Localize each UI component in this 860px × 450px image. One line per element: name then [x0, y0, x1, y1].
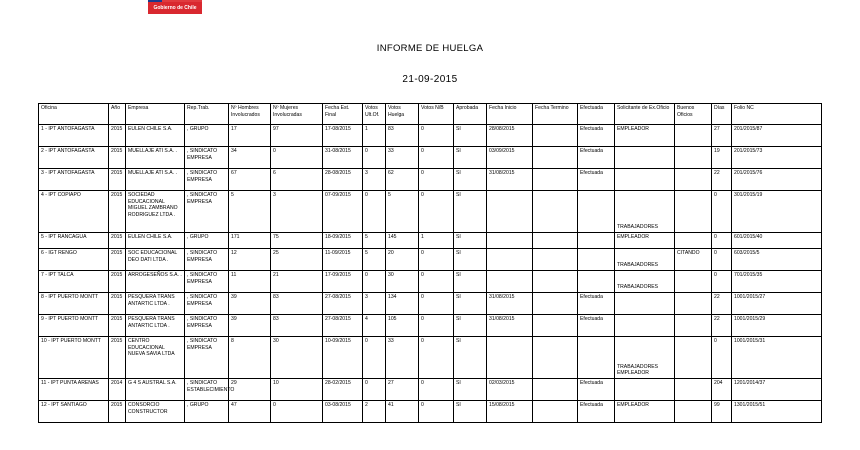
table-cell: 31/08/2015	[487, 169, 533, 191]
table-cell	[675, 401, 712, 423]
table-cell: , SINDICATO EMPRESA	[185, 147, 229, 169]
table-cell: 8	[229, 337, 271, 379]
table-cell: 17-09/2015	[323, 271, 363, 293]
table-cell: 0	[419, 379, 454, 401]
table-cell	[487, 337, 533, 379]
table-cell	[675, 125, 712, 147]
table-cell: 1201/2014/37	[732, 379, 822, 401]
table-cell: 0	[419, 401, 454, 423]
table-cell: , SINDICATO EMPRESA	[185, 191, 229, 233]
table-cell: 31/08/2015	[487, 293, 533, 315]
table-cell: 0	[419, 249, 454, 271]
table-cell: 0	[712, 191, 732, 233]
column-header: Buenos Oficios	[675, 104, 712, 125]
table-cell	[533, 169, 578, 191]
table-cell: 22	[712, 293, 732, 315]
table-cell: Efectuada	[578, 125, 615, 147]
table-cell: 201/2015/76	[732, 169, 822, 191]
table-cell	[533, 379, 578, 401]
table-cell: 2015	[109, 249, 126, 271]
table-cell: 145	[386, 233, 419, 249]
table-cell: 83	[271, 315, 323, 337]
table-cell: 20	[386, 249, 419, 271]
table-cell: 603/2015/5	[732, 249, 822, 271]
report-title: INFORME DE HUELGA	[376, 43, 484, 54]
table-cell: SI	[454, 249, 487, 271]
table-cell: 22	[712, 315, 732, 337]
table-cell	[675, 315, 712, 337]
table-cell: 75	[271, 233, 323, 249]
table-cell: 201/2015/73	[732, 147, 822, 169]
table-header-row	[39, 104, 822, 125]
table-cell: 33	[386, 337, 419, 379]
table-cell: 0	[419, 125, 454, 147]
table-cell	[675, 169, 712, 191]
table-cell: SI	[454, 147, 487, 169]
table-cell: SI	[454, 315, 487, 337]
column-header: Nº Hombres Involucrados	[229, 104, 271, 125]
table-cell	[675, 191, 712, 233]
table-cell	[533, 249, 578, 271]
column-header: Nº Mujeres Involucradas	[271, 104, 323, 125]
table-cell: , SINDICATO EMPRESA	[185, 169, 229, 191]
table-cell: 12	[229, 249, 271, 271]
table-cell: 83	[386, 125, 419, 147]
column-header: Oficina	[39, 104, 109, 125]
table-cell: , SINDICATO EMPRESA	[185, 315, 229, 337]
table-cell: 03/09/2015	[487, 147, 533, 169]
column-header: Días	[712, 104, 732, 125]
table-cell: 41	[386, 401, 419, 423]
table-cell: 5	[229, 191, 271, 233]
table-cell: 105	[386, 315, 419, 337]
table-cell: 0	[712, 337, 732, 379]
table-cell	[487, 191, 533, 233]
table-cell	[533, 191, 578, 233]
table-cell: CONSORCIO CONSTRUCTOR	[126, 401, 185, 423]
table-cell: 0	[419, 169, 454, 191]
table-cell: 1	[363, 125, 386, 147]
column-header: Rep.Trab.	[185, 104, 229, 125]
table-cell: 0	[363, 191, 386, 233]
table-cell: 5	[363, 249, 386, 271]
table-cell: 1001/2015/27	[732, 293, 822, 315]
table-cell: 0	[419, 315, 454, 337]
table-cell	[487, 249, 533, 271]
table-cell: 25	[271, 249, 323, 271]
table-cell: 12 - IPT SANTIAGO	[39, 401, 109, 423]
table-cell: 2015	[109, 315, 126, 337]
table-cell: 0	[271, 401, 323, 423]
table-cell: MUELLAJE ATI S.A. .	[126, 147, 185, 169]
table-cell: SI	[454, 337, 487, 379]
table-cell: SI	[454, 233, 487, 249]
table-cell: 19	[712, 147, 732, 169]
table-cell: 2015	[109, 169, 126, 191]
table-row	[39, 233, 822, 249]
column-header: Folio NC	[732, 104, 822, 125]
table-cell: , SINDICATO EMPRESA	[185, 271, 229, 293]
table-cell: 15/08/2015	[487, 401, 533, 423]
table-cell: EMPLEADOR	[615, 125, 675, 147]
table-cell: 134	[386, 293, 419, 315]
table-cell: 1001/2015/29	[732, 315, 822, 337]
table-cell: , SINDICATO EMPRESA	[185, 337, 229, 379]
table-cell: 10-09/2015	[323, 337, 363, 379]
table-cell: SI	[454, 271, 487, 293]
table-cell: 11 - IPT PUNTA ARENAS	[39, 379, 109, 401]
table-cell: EMPLEADOR	[615, 233, 675, 249]
table-cell: 2015	[109, 337, 126, 379]
table-cell: 601/2015/40	[732, 233, 822, 249]
table-cell: TRABAJADORES EMPLEADOR	[615, 337, 675, 379]
table-cell: 30	[271, 337, 323, 379]
table-row	[39, 401, 822, 423]
table-cell: 0	[363, 147, 386, 169]
table-row	[39, 315, 822, 337]
table-cell: , SINDICATO ESTABLECIMIENTO	[185, 379, 229, 401]
table-cell: 2014	[109, 379, 126, 401]
table-cell: SI	[454, 379, 487, 401]
table-cell: 0	[712, 271, 732, 293]
table-row	[39, 147, 822, 169]
table-cell: Efectuada	[578, 315, 615, 337]
table-cell: Efectuada	[578, 293, 615, 315]
table-cell: 18-09/2015	[323, 233, 363, 249]
table-cell: 0	[712, 249, 732, 271]
table-cell: 47	[229, 401, 271, 423]
table-cell: Efectuada	[578, 147, 615, 169]
table-cell: 8 - IPT PUERTO MONTT	[39, 293, 109, 315]
table-cell: PESQUERA TRANS ANTARTIC LTDA .	[126, 293, 185, 315]
table-cell: 27-08/2015	[323, 293, 363, 315]
table-cell	[487, 233, 533, 249]
table-cell: 5 - IPT RANCAGUA	[39, 233, 109, 249]
table-cell: 17-08/2015	[323, 125, 363, 147]
table-cell	[578, 249, 615, 271]
table-cell	[675, 379, 712, 401]
table-cell: 0	[419, 337, 454, 379]
table-cell: ARROGESEÑOS S.A. .	[126, 271, 185, 293]
table-cell	[615, 315, 675, 337]
column-header: Año	[109, 104, 126, 125]
table-cell: , GRUPO	[185, 401, 229, 423]
table-cell: 204	[712, 379, 732, 401]
table-cell: 2015	[109, 293, 126, 315]
table-cell: G 4 S AUSTRAL S.A.	[126, 379, 185, 401]
column-header: Fecha Est. Final	[323, 104, 363, 125]
table-cell: 31/08/2015	[487, 315, 533, 337]
table-cell: 6 - IGT RENGO	[39, 249, 109, 271]
table-cell: 83	[271, 293, 323, 315]
table-cell	[578, 191, 615, 233]
table-cell: 11	[229, 271, 271, 293]
table-cell: 67	[229, 169, 271, 191]
table-cell: 0	[419, 191, 454, 233]
table-cell: 4	[363, 315, 386, 337]
table-cell: SI	[454, 191, 487, 233]
table-cell: 1 - IPT ANTOFAGASTA	[39, 125, 109, 147]
table-cell: 11-09/2015	[323, 249, 363, 271]
table-cell: SOC EDUCACIONAL DEO DATI LTDA .	[126, 249, 185, 271]
logo-text: Gobierno de Chile	[148, 2, 202, 14]
table-cell	[615, 169, 675, 191]
table-row	[39, 337, 822, 379]
table-cell: 2015	[109, 233, 126, 249]
table-cell	[578, 233, 615, 249]
table-cell: 07-09/2015	[323, 191, 363, 233]
column-header: Fecha Termino	[533, 104, 578, 125]
table-cell	[533, 315, 578, 337]
table-cell	[675, 233, 712, 249]
table-cell: 0	[419, 293, 454, 315]
table-row	[39, 125, 822, 147]
table-cell: 99	[712, 401, 732, 423]
gobierno-logo	[148, 0, 202, 14]
table-cell: 39	[229, 315, 271, 337]
table-cell	[533, 147, 578, 169]
table-cell: CENTRO EDUCACIONAL NUEVA SAVIA LTDA	[126, 337, 185, 379]
table-cell	[533, 401, 578, 423]
table-cell: MUELLAJE ATI S.A. .	[126, 169, 185, 191]
table-cell: 33	[386, 147, 419, 169]
table-cell: 21	[271, 271, 323, 293]
table-cell: 7 - IPT TALCA	[39, 271, 109, 293]
table-cell: Efectuada	[578, 169, 615, 191]
table-cell: 27-08/2015	[323, 315, 363, 337]
table-cell	[533, 337, 578, 379]
table-cell: 4 - IPT COPIAPO	[39, 191, 109, 233]
table-cell: TRABAJADORES	[615, 271, 675, 293]
table-cell: 1001/2015/31	[732, 337, 822, 379]
table-cell: 0	[363, 379, 386, 401]
table-cell: , SINDICATO EMPRESA	[185, 293, 229, 315]
table-cell: 3 - IPT ANTOFAGASTA	[39, 169, 109, 191]
table-cell: 28/08/2015	[487, 125, 533, 147]
table-cell: 27	[386, 379, 419, 401]
table-cell: 6	[271, 169, 323, 191]
table-cell: , GRUPO	[185, 125, 229, 147]
table-cell: 2015	[109, 125, 126, 147]
strike-report-table	[38, 103, 822, 423]
table-cell: 0	[712, 233, 732, 249]
table-cell: 27	[712, 125, 732, 147]
table-cell	[533, 271, 578, 293]
column-header: Fecha Inicio	[487, 104, 533, 125]
table-cell: SI	[454, 401, 487, 423]
report-date: 21-09-2015	[402, 74, 458, 85]
table-cell: 10 - IPT PUERTO MONTT	[39, 337, 109, 379]
table-cell: 97	[271, 125, 323, 147]
table-cell	[675, 293, 712, 315]
column-header: Empresa	[126, 104, 185, 125]
table-cell: 1301/2015/51	[732, 401, 822, 423]
table-cell: 10	[271, 379, 323, 401]
table-cell: 171	[229, 233, 271, 249]
table-cell: EULEN CHILE S.A.	[126, 125, 185, 147]
table-row	[39, 271, 822, 293]
column-header: Votos Huelga	[386, 104, 419, 125]
table-cell: 30	[386, 271, 419, 293]
column-header: Efectuada	[578, 104, 615, 125]
table-cell: 301/2015/19	[732, 191, 822, 233]
table-cell: 3	[363, 169, 386, 191]
table-cell: 2015	[109, 401, 126, 423]
table-cell	[675, 337, 712, 379]
table-cell: 9 - IPT PUERTO MONTT	[39, 315, 109, 337]
table-cell: 5	[363, 233, 386, 249]
column-header: Votos N/B	[419, 104, 454, 125]
table-cell: 201/2015/87	[732, 125, 822, 147]
table-cell: 0	[271, 147, 323, 169]
table-cell: 28-08/2015	[323, 169, 363, 191]
table-cell	[533, 293, 578, 315]
table-cell: SI	[454, 125, 487, 147]
table-cell: 5	[386, 191, 419, 233]
table-cell: Efectuada	[578, 379, 615, 401]
table-cell: 701/2015/35	[732, 271, 822, 293]
table-cell	[487, 271, 533, 293]
table-cell: 0	[363, 271, 386, 293]
table-cell: SOCIEDAD EDUCACIONAL MIGUEL ZAMBRANO RODRIGUEZ LTDA .	[126, 191, 185, 233]
table-cell: 2015	[109, 271, 126, 293]
table-cell: SI	[454, 293, 487, 315]
table-row	[39, 249, 822, 271]
table-cell: 2	[363, 401, 386, 423]
table-cell	[533, 233, 578, 249]
table-cell: Efectuada	[578, 401, 615, 423]
table-cell: 29	[229, 379, 271, 401]
table-cell: 3	[363, 293, 386, 315]
table-cell: TRABAJADORES	[615, 249, 675, 271]
table-cell: 39	[229, 293, 271, 315]
table-cell: 2 - IPT ANTOFAGASTA	[39, 147, 109, 169]
table-cell	[615, 293, 675, 315]
table-cell: 62	[386, 169, 419, 191]
table-cell: , SINDICATO EMPRESA	[185, 249, 229, 271]
table-cell	[615, 379, 675, 401]
table-cell: 3	[271, 191, 323, 233]
table-cell: 0	[419, 147, 454, 169]
table-cell: TRABAJADORES	[615, 191, 675, 233]
table-cell: 34	[229, 147, 271, 169]
table-cell	[615, 147, 675, 169]
table-cell: 31-08/2015	[323, 147, 363, 169]
table-cell: CITANDO	[675, 249, 712, 271]
table-row	[39, 293, 822, 315]
table-cell: PESQUERA TRANS ANTARTIC LTDA .	[126, 315, 185, 337]
table-cell: 17	[229, 125, 271, 147]
column-header: Solicitante de Ex.Oficio	[615, 104, 675, 125]
table-cell	[578, 337, 615, 379]
table-cell	[675, 147, 712, 169]
table-body	[39, 125, 822, 423]
table-cell: SI	[454, 169, 487, 191]
table-cell	[533, 125, 578, 147]
table-cell: 03-08/2015	[323, 401, 363, 423]
column-header: Aprobada	[454, 104, 487, 125]
table-row	[39, 379, 822, 401]
table-cell: 2015	[109, 191, 126, 233]
table-cell: , GRUPO	[185, 233, 229, 249]
table-cell: 0	[419, 271, 454, 293]
table-cell: 22	[712, 169, 732, 191]
table-cell: EULEN CHILE S.A.	[126, 233, 185, 249]
table-cell: EMPLEADOR	[615, 401, 675, 423]
column-header: Votos Ult.Of.	[363, 104, 386, 125]
table-cell: 2015	[109, 147, 126, 169]
table-cell: 02/03/2015	[487, 379, 533, 401]
table-row	[39, 191, 822, 233]
table-cell	[675, 271, 712, 293]
table-cell	[578, 271, 615, 293]
table-cell: 0	[363, 337, 386, 379]
table-cell: 1	[419, 233, 454, 249]
table-cell: 28-02/2015	[323, 379, 363, 401]
table-row	[39, 169, 822, 191]
